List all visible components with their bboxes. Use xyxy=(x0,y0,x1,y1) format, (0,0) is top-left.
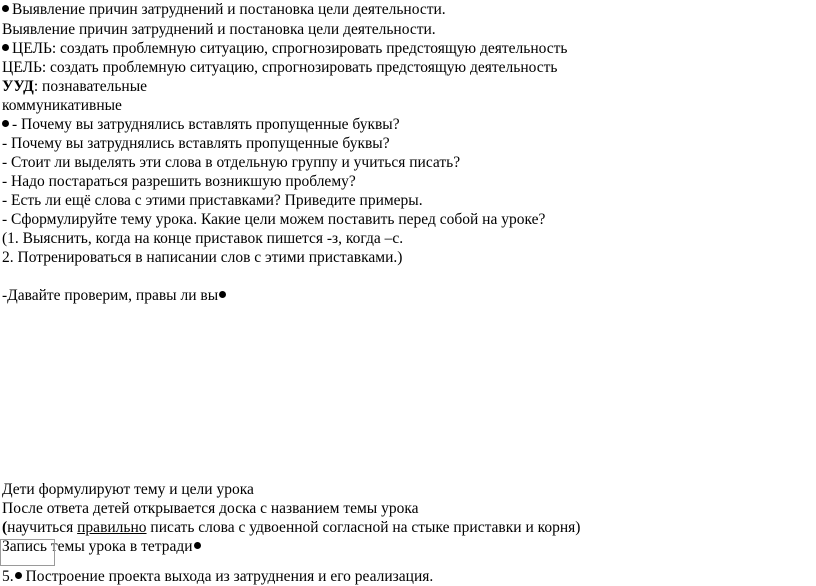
bullet-icon xyxy=(15,572,22,579)
question-text: - Почему вы затруднялись вставлять пропущенные буквы? xyxy=(12,116,400,133)
goal-part-b: писать слова с удвоенной согласной на стыке приставки и корня) xyxy=(146,519,581,536)
uud-value: : познавательные xyxy=(33,78,148,95)
check-text: -Давайте проверим, правы ли вы xyxy=(2,287,219,304)
uud-line xyxy=(2,78,147,96)
empty-frame xyxy=(0,539,55,566)
uud-label: УУД xyxy=(2,78,34,95)
section-text: Построение проекта выхода из затруднения и его реализация. xyxy=(21,568,434,585)
bullet-icon xyxy=(2,5,9,12)
text-line: - Стоит ли выделять эти слова в отдельную группу и учиться писать? xyxy=(2,154,461,171)
text-line: - Надо постараться разрешить возникшую проблему? xyxy=(2,173,356,190)
text-line: - Есть ли ещё слова с этими приставками? Приведите примеры. xyxy=(2,192,423,209)
text-line: Дети формулируют тему и цели урока xyxy=(2,481,254,498)
bullet-line-goal xyxy=(2,40,568,58)
text-line: ЦЕЛЬ: создать проблемную ситуацию, спрогнозировать предстоящую деятельность xyxy=(2,59,558,76)
text-line: 2. Потренироваться в написании слов с этими приставками.) xyxy=(2,249,403,266)
text-line: коммуникативные xyxy=(2,97,122,114)
text-line: После ответа детей открывается доска с названием темы урока xyxy=(2,500,419,517)
text-line: - Сформулируйте тему урока. Какие цели можем поставить перед собой на уроке? xyxy=(2,211,546,228)
notebook-text: Запись темы урока в тетради xyxy=(2,538,193,555)
goal-underlined: правильно xyxy=(77,519,147,536)
bullet-icon xyxy=(194,542,201,549)
text-line: - Почему вы затруднялись вставлять пропущенные буквы? xyxy=(2,135,390,152)
text-line: Выявление причин затруднений и постановка цели деятельности. xyxy=(2,21,436,38)
open-paren: ( xyxy=(2,519,8,536)
section-number: 5. xyxy=(2,568,14,585)
lesson-goal-line xyxy=(2,519,580,537)
heading-text: Выявление причин затруднений и постановка цели деятельности. xyxy=(12,1,446,18)
goal-text: ЦЕЛЬ: создать проблемную ситуацию, спрогнозировать предстоящую деятельность xyxy=(12,40,568,57)
bullet-icon xyxy=(2,44,9,51)
bullet-line-question xyxy=(2,116,400,134)
text-line: (1. Выяснить, когда на конце приставок пишется -з, когда –с. xyxy=(2,230,404,247)
bullet-line-goal-heading xyxy=(2,1,446,19)
bullet-icon xyxy=(2,120,9,127)
section-five-line xyxy=(2,568,433,586)
goal-part-a: научиться xyxy=(7,519,78,536)
check-line xyxy=(2,287,226,305)
bullet-icon xyxy=(219,291,226,298)
